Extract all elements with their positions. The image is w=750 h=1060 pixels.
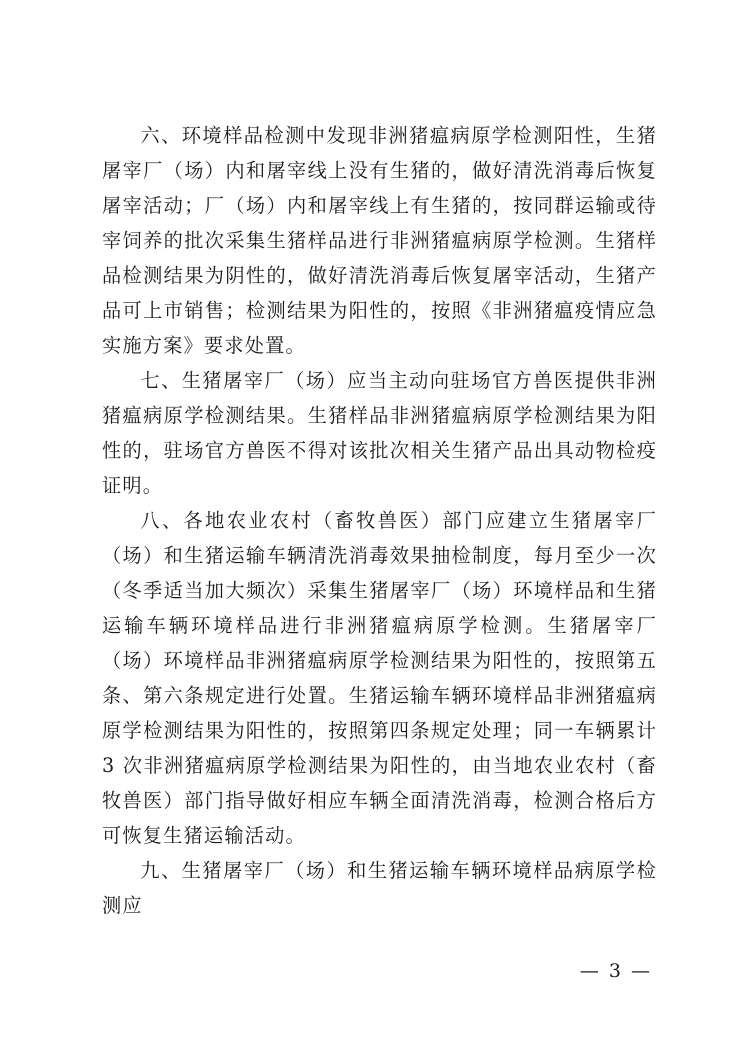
document-body [102, 118, 657, 923]
page-number: — 3 — [579, 960, 652, 982]
paragraph-seven: 七、生猪屠宰厂（场）应当主动向驻场官方兽医提供非洲猪瘟病原学检测结果。生猪样品非洲猪瘟病原学检测结果为阳性的，驻场官方兽医不得对该批次相关生猪产品出具动物检疫证明。 [102, 369, 657, 497]
paragraph-eight: 八、各地农业农村（畜牧兽医）部门应建立生猪屠宰厂（场）和生猪运输车辆清洗消毒效果抽检制度，每月至少一次（冬季适当加大频次）采集生猪屠宰厂（场）环境样品和生猪运输车辆环境样品进行非洲猪瘟病原学检测。生猪屠宰厂（场）环境样品非洲猪瘟病原学检测结果为阳性的，按照第五条、第六条规定进行处置。生猪运输车辆环境样品非洲猪瘟病原学检测结果为阳性的，按照第四条规定处理；同一车辆累计 3 次非洲猪瘟病原学检测结果为阳性的，由当地农业农村（畜牧兽医）部门指导做好相应车辆全面清洗消毒，检测合格后方可恢复生猪运输活动。 [102, 509, 657, 847]
paragraph-nine: 九、生猪屠宰厂（场）和生猪运输车辆环境样品病原学检测应 [102, 859, 657, 917]
paragraph-six: 六、环境样品检测中发现非洲猪瘟病原学检测阳性，生猪屠宰厂（场）内和屠宰线上没有生猪的，做好清洗消毒后恢复屠宰活动；厂（场）内和屠宰线上有生猪的，按同群运输或待宰饲养的批次采集生猪样品进行非洲猪瘟病原学检测。生猪样品检测结果为阴性的，做好清洗消毒后恢复屠宰活动，生猪产品可上市销售；检测结果为阳性的，按照《非洲猪瘟疫情应急实施方案》要求处置。 [102, 124, 657, 357]
